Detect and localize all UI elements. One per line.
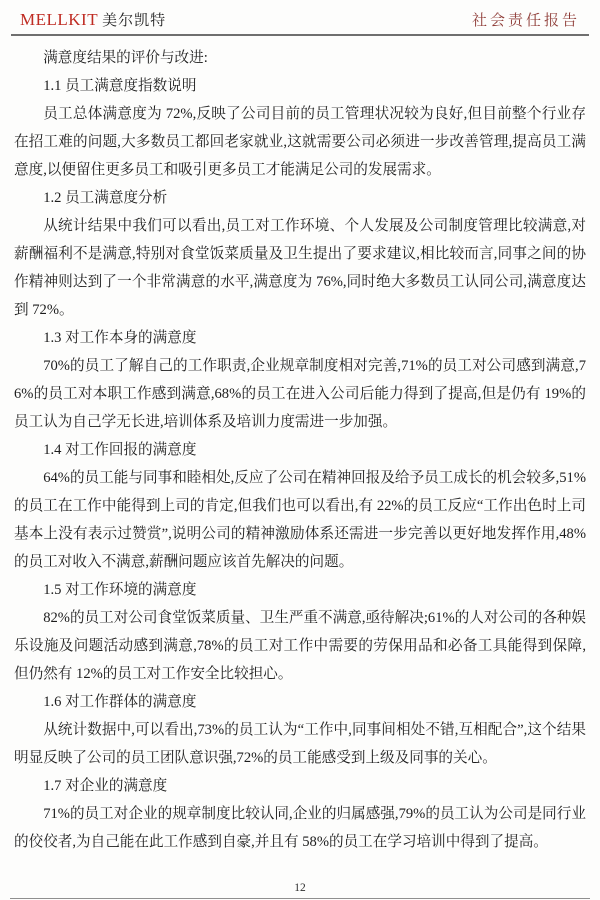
paragraph: 从统计数据中,可以看出,73%的员工认为“工作中,同事间相处不错,互相配合”,这个结果明显反映了公司的员工团队意识强,72%的员工能感受到上级及同事的关心。	[14, 722, 586, 766]
section-heading: 1.6 对工作群体的满意度	[43, 694, 197, 710]
page-number: 12	[294, 882, 306, 894]
company-brand	[20, 9, 166, 30]
paragraph: 员工总体满意度为 72%,反映了公司目前的员工管理状况较为良好,但目前整个行业存在招工难的问题,大多数员工都回老家就业,这就需要公司必须进一步改善管理,提高员工满意度,以便留住更多员工和吸引更多员工才能满足公司的发展需求。	[14, 106, 586, 178]
paragraph: 70%的员工了解自己的工作职责,企业规章制度相对完善,71%的员工对公司感到满意,76%的员工对本职工作感到满意,68%的员工在进入公司后能力得到了提高,但是仍有 19%的员工认为自己学无长进,培训体系及培训力度需进一步加强。	[14, 358, 586, 430]
paragraph: 满意度结果的评价与改进:	[43, 50, 208, 66]
section-heading: 1.3 对工作本身的满意度	[43, 330, 197, 346]
paragraph: 64%的员工能与同事和睦相处,反应了公司在精神回报及给予员工成长的机会较多,51%的员工在工作中能得到上司的肯定,但我们也可以看出,有 22%的员工反应“工作出色时上司基本上没有表示过赞赏”,说明公司的精神激励体系还需进一步完善以更好地发挥作用,48%的员工对收入不满意,薪酬问题应该首先解决的问题。	[14, 470, 586, 570]
section-heading: 1.1 员工满意度指数说明	[43, 78, 197, 94]
section-heading: 1.7 对企业的满意度	[43, 778, 168, 794]
company-name-cn: 美尔凯特	[102, 13, 167, 29]
paragraph: 从统计结果中我们可以看出,员工对工作环境、个人发展及公司制度管理比较满意,对薪酬福利不是满意,特别对食堂饭菜质量及卫生提出了要求建议,相比较而言,同事之间的协作精神则达到了一个非常满意的水平,满意度为 76%,同时绝大多数员工认同公司,满意度达到 72%。	[14, 218, 586, 318]
document-body	[0, 36, 600, 856]
section-heading: 1.2 员工满意度分析	[43, 190, 168, 206]
footer-rule	[10, 898, 590, 899]
paragraph: 82%的员工对公司食堂饭菜质量、卫生严重不满意,亟待解决;61%的人对公司的各种娱乐设施及问题活动感到满意,78%的员工对工作中需要的劳保用品和必备工具能得到保障,但仍然有 12%的员工对工作安全比较担心。	[14, 610, 586, 682]
section-heading: 1.5 对工作环境的满意度	[43, 582, 197, 598]
section-heading: 1.4 对工作回报的满意度	[43, 442, 197, 458]
page-header	[11, 0, 589, 36]
company-logo-text: MELLKIT	[20, 10, 99, 29]
paragraph: 71%的员工对企业的规章制度比较认同,企业的归属感强,79%的员工认为公司是同行业的佼佼者,为自己能在此工作感到自豪,并且有 58%的员工在学习培训中得到了提高。	[14, 806, 586, 850]
document-title: 社会责任报告	[471, 13, 580, 29]
